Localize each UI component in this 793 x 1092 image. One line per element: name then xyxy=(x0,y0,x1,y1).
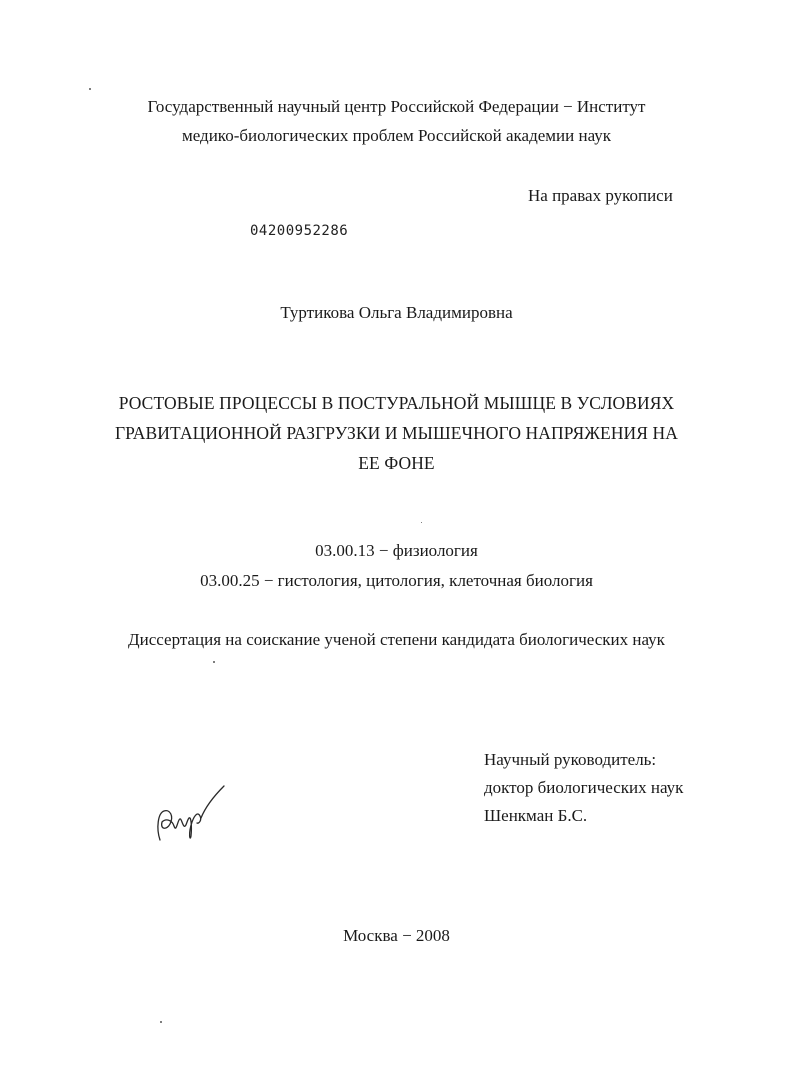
catalog-number: 04200952286 xyxy=(250,223,349,239)
institution-line-1: Государственный научный центр Российской Федерации − Институт xyxy=(147,97,646,116)
specialty-2: 03.00.25 − гистология, цитология, клеточная биология xyxy=(200,571,593,590)
dissertation-note: Диссертация на соискание ученой степени кандидата биологических наук xyxy=(128,630,665,649)
supervisor-name: Шенкман Б.С. xyxy=(484,806,588,825)
scan-speck xyxy=(213,661,215,663)
city-year: Москва − 2008 xyxy=(343,926,450,945)
scan-speck xyxy=(421,522,422,523)
author-name: Туртикова Ольга Владимировна xyxy=(280,303,513,322)
supervisor-label: Научный руководитель: xyxy=(484,750,657,769)
title-line-2: ГРАВИТАЦИОННОЙ РАЗГРУЗКИ И МЫШЕЧНОГО НАПРЯЖЕНИЯ НА xyxy=(114,423,679,443)
supervisor-degree: доктор биологических наук xyxy=(484,778,684,797)
scan-speck xyxy=(89,88,91,90)
title-line-1: РОСТОВЫЕ ПРОЦЕССЫ В ПОСТУРАЛЬНОЙ МЫШЦЕ В УСЛОВИЯХ xyxy=(118,393,675,413)
rights-note: На правах рукописи xyxy=(528,186,673,205)
scan-speck xyxy=(160,1021,162,1023)
specialty-1: 03.00.13 − физиология xyxy=(315,541,478,560)
institution-line-2: медико-биологических проблем Российской академии наук xyxy=(181,126,612,145)
handwritten-signature xyxy=(150,778,235,848)
title-line-3: ЕЕ ФОНЕ xyxy=(358,453,435,473)
